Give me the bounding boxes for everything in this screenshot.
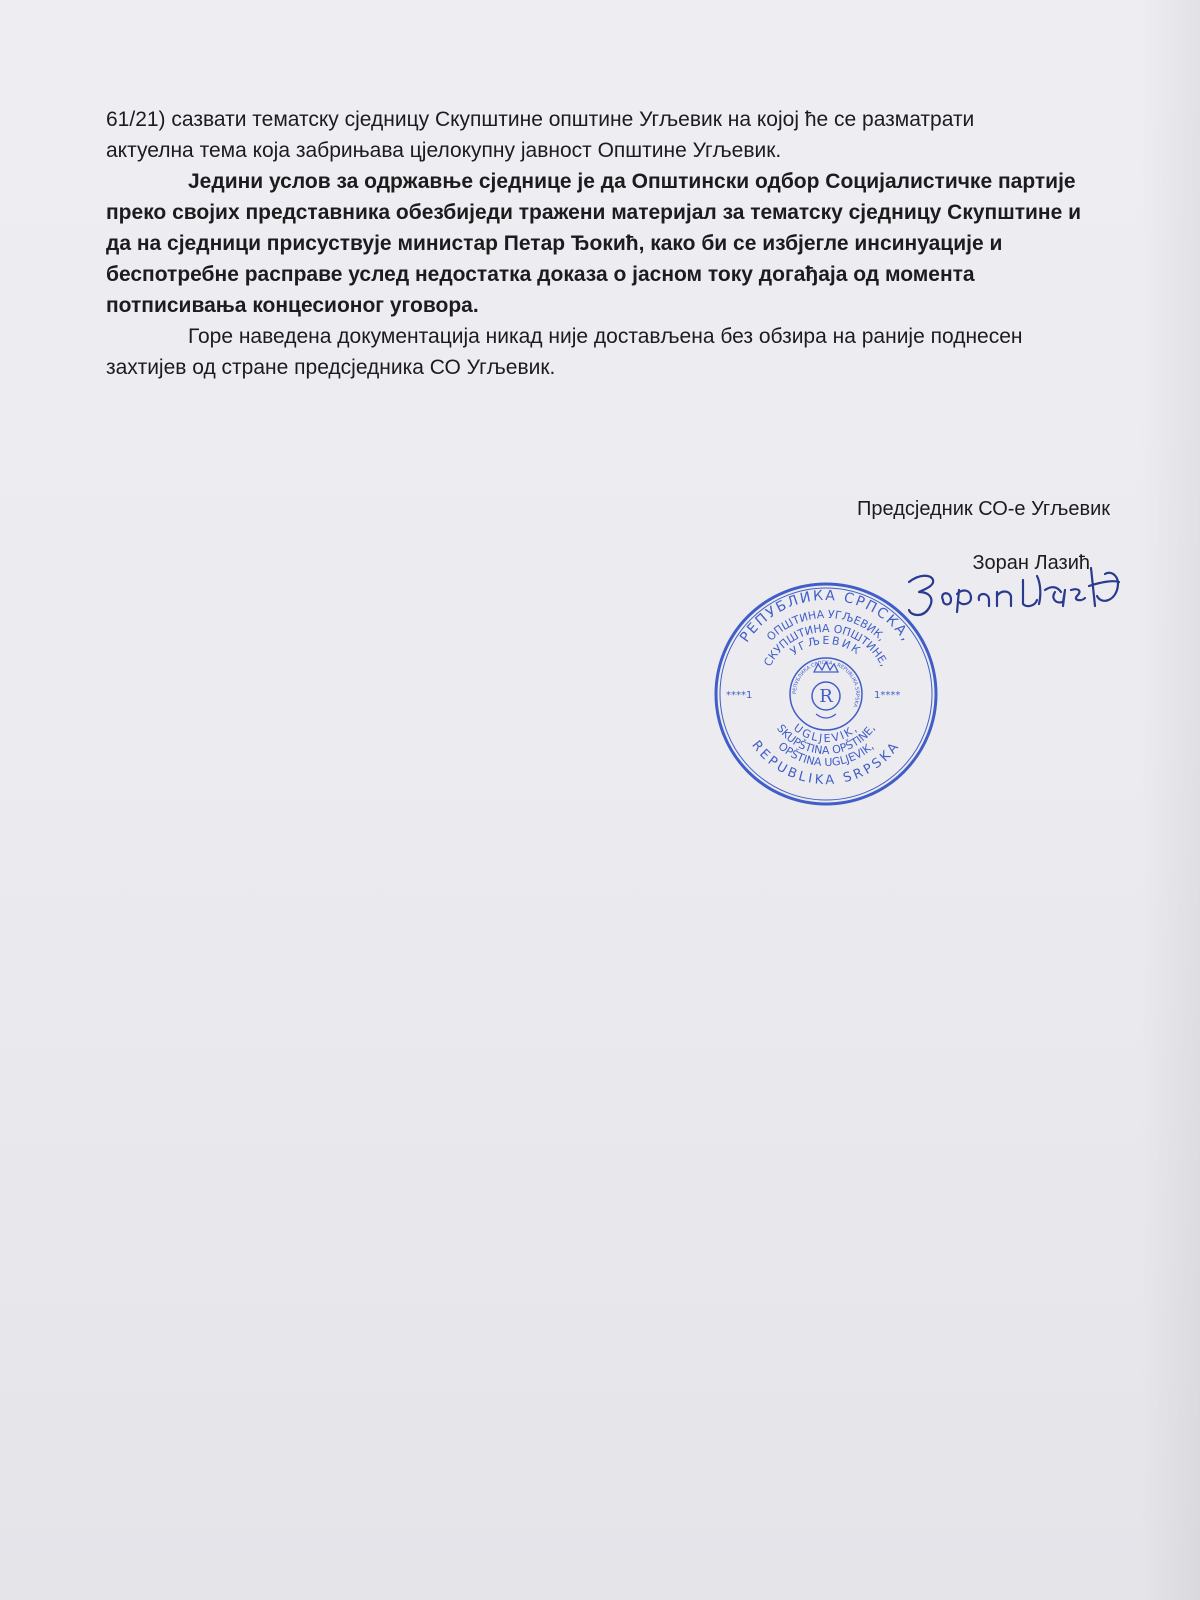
seal-outer-bottom-text: REPUBLIKA SRPSKA [748,738,904,789]
seal-inner-top-text: УГЉЕВИК [787,633,865,659]
seal-inner-bottom-text: SKUPŠTINA OPŠTINE, [774,721,878,758]
page-shadow [1140,0,1200,1600]
text-line: преко својих представника обезбиједи тражени материјал за тематску сједницу Скупштине и [106,201,1081,224]
signer-position: Предсједник СО-е Угљевик [857,498,1110,520]
text-line: беспотребне расправе услед недостатка доказа о јасном току догађаја од момента [106,263,975,286]
handwritten-signature [905,560,1130,640]
text-line: Горе наведена документација никад није достављена без обзира на раније поднесен [188,325,1023,348]
paragraph-condition [106,166,1106,321]
paragraph-intro [106,104,1106,166]
seal-side-right-text: 1**** [874,690,901,701]
seal-emblem-letter: R [819,686,833,707]
seal-inner-top-text: СКУПШТИНА ОПШТИНЕ, [761,621,891,669]
text-line: потписивања концесионог уговора. [106,294,479,317]
signer-name: Зоран Лазић [972,552,1090,574]
seal-side-left-text: ****1 [726,690,753,701]
seal-emblem-icon [812,662,840,718]
seal-outer-top-text: РЕПУБЛИКА СРПСКА, [737,587,915,646]
text-line: 61/21) сазвати тематску сједницу Скупштине општине Угљевик на којој ће се разматрати [106,108,975,131]
letter-body [106,104,1106,383]
text-line: Једини услов за одржавње сједнице је да Општински одбор Социјалистичке партије [188,170,1076,193]
paragraph-documentation [106,321,1106,383]
seal-inner-bottom-text: OPŠTINA UGLJEVIK, [775,739,877,770]
seal-inner-bottom-text: UGLJEVIK, [791,721,861,746]
seal-emblem-ring-text: РЕПУБЛИКА СРПСКА · REPUBLIKA SRPSKA [791,659,861,708]
seal-inner-top-text: ОПШТИНА УГЉЕВИК, [764,607,888,644]
text-line: актуелна тема која забрињава цјелокупну јавност Општине Угљевик. [106,139,782,162]
text-line: да на сједници присуствује министар Петар Ђокић, како би се избјегле инсинуације и [106,232,1003,255]
text-line: захтијев од стране предсједника СО Угљевик. [106,356,556,379]
